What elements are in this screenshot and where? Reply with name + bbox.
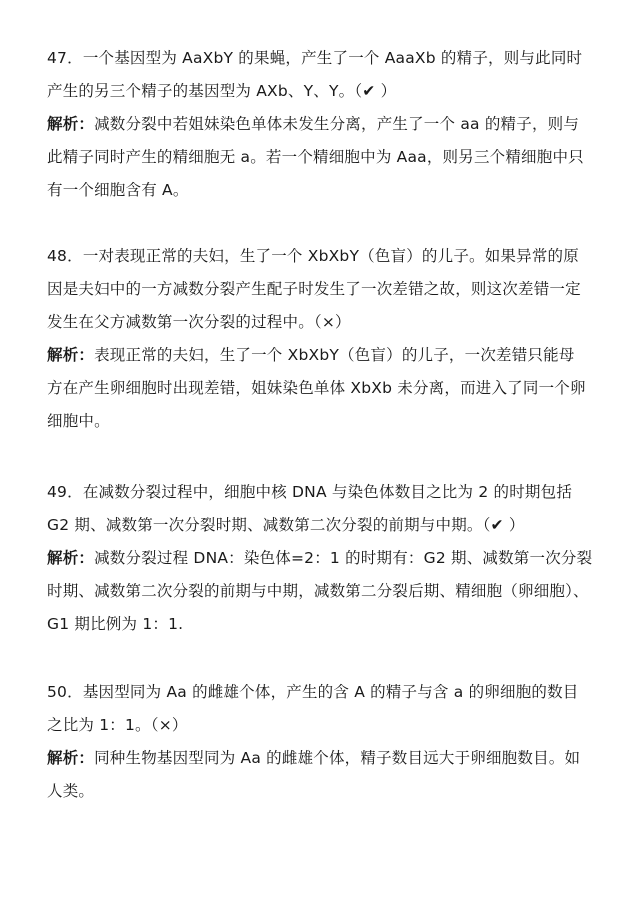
question-text-line: 产生的另三个精子的基因型为 AXb、Y、Y。（✔ ） xyxy=(47,82,397,100)
analysis-text: 减数分裂中若姐妹染色单体未发生分离，产生了一个 aa 的精子，则与 xyxy=(94,115,580,133)
analysis-text-line: G1 期比例为 1：1. xyxy=(47,615,184,633)
analysis-line xyxy=(47,339,607,372)
question-text-line: G2 期、减数第一次分裂时期、减数第二次分裂的前期与中期。（✔ ） xyxy=(47,516,525,534)
analysis-label: 解析： xyxy=(47,749,95,767)
analysis-line xyxy=(47,542,607,575)
analysis-text: 表现正常的夫妇，生了一个 XbXbY（色盲）的儿子，一次差错只能母 xyxy=(94,346,575,364)
question-text-line: 发生在父方减数第一次分裂的过程中。（×） xyxy=(47,313,351,331)
analysis-text-line: 时期、减数第二次分裂的前期与中期，减数第二分裂后期、精细胞（卵细胞）、 xyxy=(47,582,589,600)
analysis-text-line: 此精子同时产生的精细胞无 a。若一个精细胞中为 Aaa，则另三个精细胞中只 xyxy=(47,148,584,166)
question-text-line: 48．一对表现正常的夫妇，生了一个 XbXbY（色盲）的儿子。如果异常的原 xyxy=(47,247,579,265)
question-47 xyxy=(47,42,607,207)
analysis-text-line: 方在产生卵细胞时出现差错，姐妹染色单体 XbXb 未分离，而进入了同一个卵 xyxy=(47,379,586,397)
analysis-label: 解析： xyxy=(47,549,95,567)
analysis-line xyxy=(47,108,607,141)
question-text-line: 之比为 1：1。（×） xyxy=(47,716,188,734)
question-50 xyxy=(47,676,607,808)
analysis-text: 同种生物基因型同为 Aa 的雌雄个体，精子数目远大于卵细胞数目。如 xyxy=(94,749,581,767)
question-text-line: 47．一个基因型为 AaXbY 的果蝇，产生了一个 AaaXb 的精子，则与此同时 xyxy=(47,49,583,67)
analysis-label: 解析： xyxy=(47,115,95,133)
analysis-text-line: 人类。 xyxy=(47,782,95,800)
analysis-label: 解析： xyxy=(47,346,95,364)
analysis-text-line: 细胞中。 xyxy=(47,412,110,430)
question-text-line: 因是夫妇中的一方减数分裂产生配子时发生了一次差错之故，则这次差错一定 xyxy=(47,280,581,298)
analysis-text: 减数分裂过程 DNA：染色体=2：1 的时期有：G2 期、减数第一次分裂 xyxy=(94,549,593,567)
question-text-line: 50．基因型同为 Aa 的雌雄个体，产生的含 A 的精子与含 a 的卵细胞的数目 xyxy=(47,683,579,701)
analysis-text-line: 有一个细胞含有 A。 xyxy=(47,181,189,199)
question-49 xyxy=(47,476,607,641)
question-text-line: 49．在减数分裂过程中，细胞中核 DNA 与染色体数目之比为 2 的时期包括 xyxy=(47,483,573,501)
question-48 xyxy=(47,240,607,438)
analysis-line xyxy=(47,742,607,775)
